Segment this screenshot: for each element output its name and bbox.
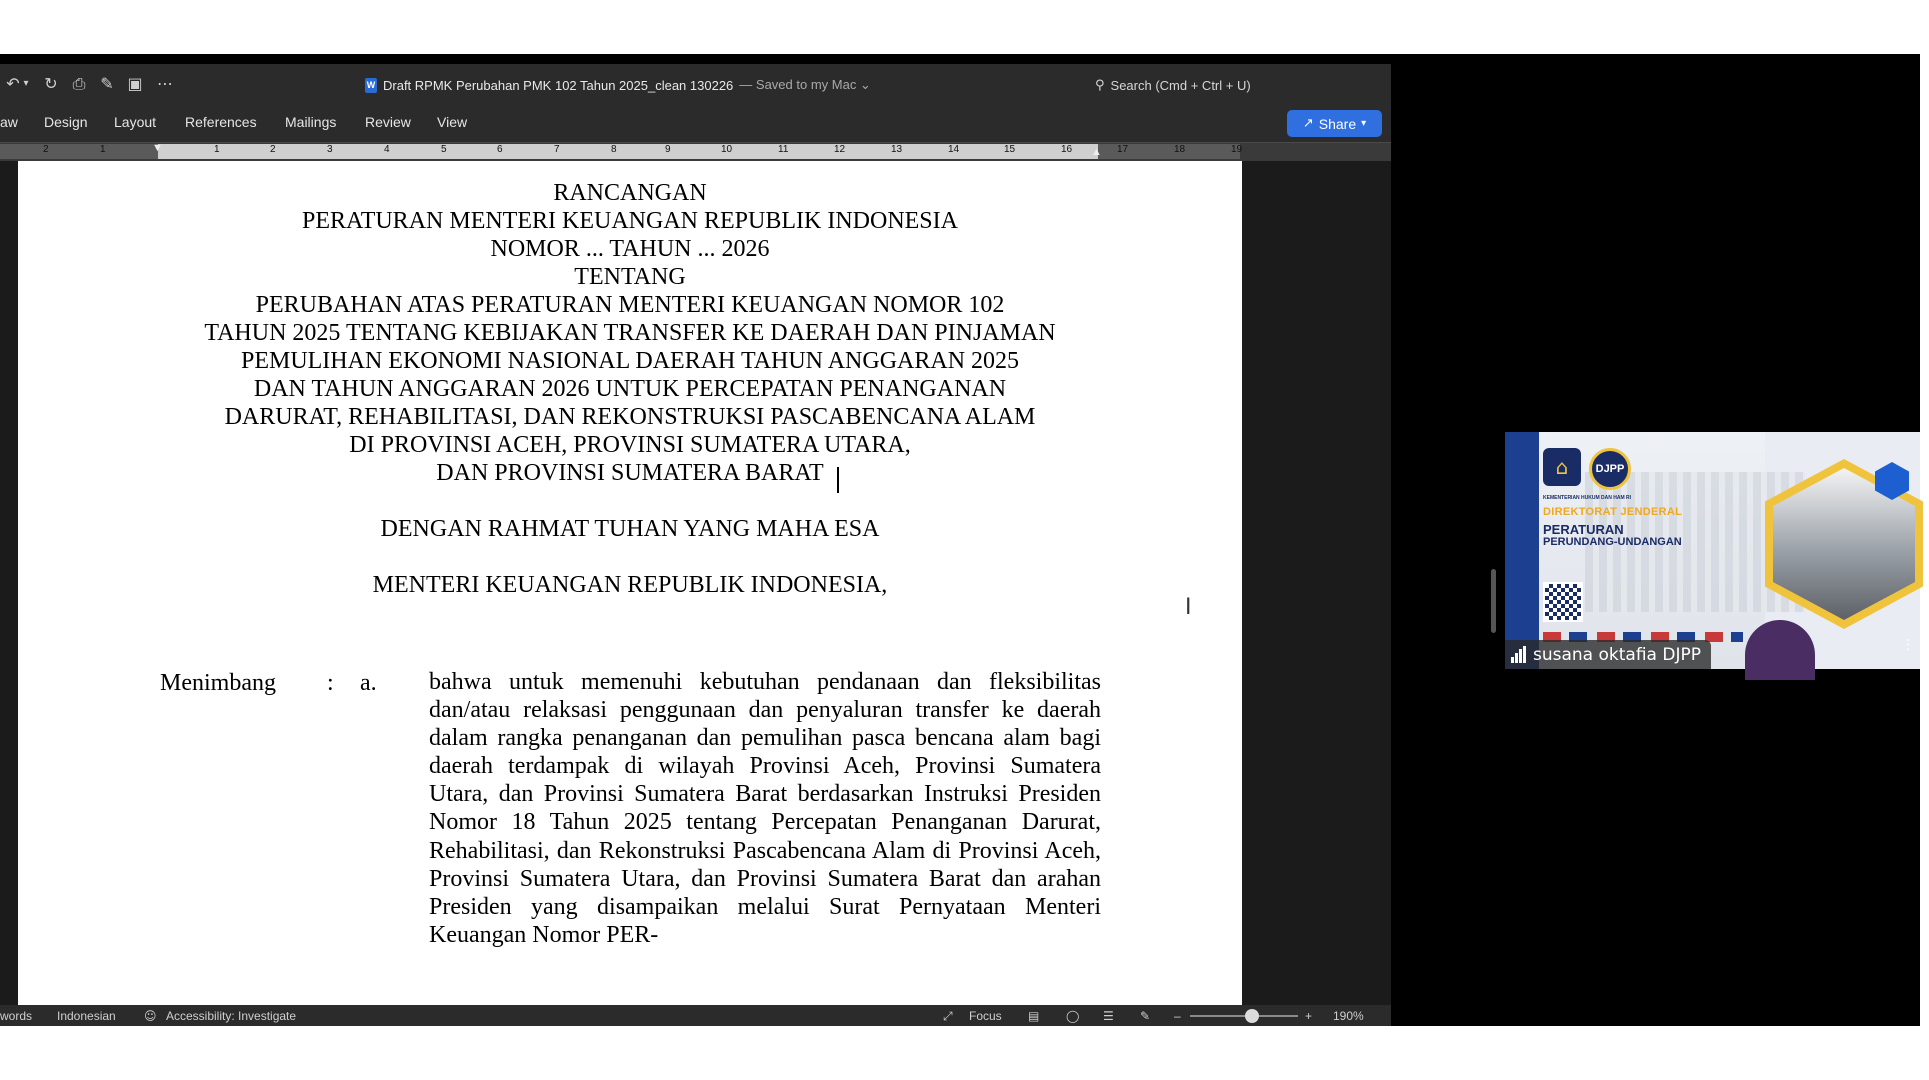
ruler-number: 1 [214, 144, 220, 155]
status-bar [0, 1005, 1391, 1026]
word-count[interactable]: words [0, 1009, 33, 1023]
save-icon[interactable]: ▣ [127, 74, 143, 93]
accessibility-icon: ☺ [144, 1009, 157, 1023]
horizontal-ruler[interactable] [0, 142, 1391, 161]
indent-marker-icon[interactable]: ▼ [152, 142, 163, 154]
participant-video-tile[interactable] [1505, 432, 1929, 669]
ruler-number: 11 [778, 144, 789, 155]
heading-line: DAN PROVINSI SUMATERA BARAT [436, 460, 824, 486]
ruler-number: 15 [1004, 144, 1016, 155]
minister-line: MENTERI KEUANGAN REPUBLIK INDONESIA, [372, 572, 888, 598]
menimbang-item-letter: a. [360, 670, 377, 696]
ruler-number: 2 [43, 144, 49, 155]
document-title-area[interactable] [365, 76, 871, 94]
options-grid-icon[interactable]: ⋮⋮ [1901, 637, 1929, 653]
search-label: Search (Cmd + Ctrl + U) [1110, 77, 1251, 93]
invocation-line: DENGAN RAHMAT TUHAN YANG MAHA ESA [380, 516, 880, 542]
save-status[interactable]: — Saved to my Mac ⌄ [739, 77, 871, 92]
banner-title-line1: PERATURAN [1543, 522, 1624, 537]
edit-document-icon[interactable]: ✎ [100, 74, 114, 93]
menimbang-colon: : [327, 670, 334, 696]
ruler-number: 9 [665, 144, 671, 155]
qr-code-icon [1543, 582, 1583, 622]
ruler-number: 6 [497, 144, 503, 155]
draft-view-icon[interactable]: ✎ [1140, 1009, 1151, 1023]
tab-mailings[interactable]: Mailings [285, 114, 337, 130]
heading-line: PEMULIHAN EKONOMI NASIONAL DAERAH TAHUN ANGGARAN 2025 [240, 348, 1020, 374]
tab-review[interactable]: Review [365, 114, 411, 130]
zoom-level[interactable]: 190% [1333, 1009, 1364, 1023]
ruler-number: 5 [441, 144, 447, 155]
print-layout-icon[interactable]: ▤ [1028, 1009, 1040, 1023]
screen-share-area [0, 54, 1929, 1026]
ruler-number: 18 [1174, 144, 1186, 155]
heading-line: PERUBAHAN ATAS PERATURAN MENTERI KEUANGAN NOMOR 102 [255, 292, 1005, 318]
word-window [0, 64, 1391, 1026]
heading-line: DI PROVINSI ACEH, PROVINSI SUMATERA UTARA, [349, 432, 911, 458]
tab-references[interactable]: References [185, 114, 257, 130]
outline-view-icon[interactable]: ☰ [1103, 1009, 1114, 1023]
search-box[interactable] [1095, 75, 1251, 95]
heading-line: TAHUN 2025 TENTANG KEBIJAKAN TRANSFER KE DAERAH DAN PINJAMAN [204, 320, 1056, 346]
ruler-number: 7 [554, 144, 560, 155]
banner-title-line2: PERUNDANG-UNDANGAN [1543, 536, 1682, 548]
accessibility-status[interactable]: Accessibility: Investigate [166, 1009, 297, 1023]
heading-line: PERATURAN MENTERI KEUANGAN REPUBLIK INDONESIA [302, 208, 958, 234]
focus-icon: ⤢ [943, 1009, 953, 1023]
ruler-number: 1 [100, 144, 106, 155]
undo-icon[interactable]: ↶ [6, 74, 20, 93]
signal-strength-icon [1511, 647, 1527, 663]
ruler-number: 2 [270, 144, 276, 155]
tab-view[interactable]: View [437, 114, 468, 130]
ruler-number: 10 [721, 144, 733, 155]
undo-dropdown-icon[interactable]: ▾ [23, 78, 29, 89]
zoom-out-icon[interactable]: – [1174, 1009, 1181, 1023]
text-cursor [837, 467, 839, 493]
ministry-logo-icon: ⌂ [1543, 448, 1581, 486]
share-button[interactable] [1287, 110, 1382, 137]
ruler-number: 8 [611, 144, 617, 155]
share-icon: ↗ [1302, 116, 1314, 131]
ruler-number: 13 [891, 144, 903, 155]
zoom-slider[interactable] [1190, 1015, 1298, 1017]
ruler-number: 16 [1061, 144, 1073, 155]
focus-button[interactable]: Focus [969, 1009, 1002, 1023]
ministry-text: KEMENTERIAN HUKUM DAN HAM RI [1543, 495, 1632, 501]
ruler-number: 12 [834, 144, 846, 155]
document-page[interactable] [18, 161, 1242, 1021]
zoom-slider-handle[interactable] [1245, 1009, 1259, 1023]
panel-resize-handle[interactable] [1491, 569, 1496, 633]
ruler-number: 19 [1231, 144, 1243, 155]
zoom-in-icon[interactable]: + [1305, 1009, 1313, 1023]
heading-line: TENTANG [574, 264, 686, 290]
print-icon[interactable]: ⎙ [72, 74, 86, 93]
document-title: Draft RPMK Perubahan PMK 102 Tahun 2025_clean 130226 [383, 77, 734, 93]
ruler-number: 3 [327, 144, 333, 155]
heading-line: DAN TAHUN ANGGARAN 2026 UNTUK PERCEPATAN PENANGANAN [253, 376, 1007, 402]
participant-avatar [1745, 620, 1815, 680]
menimbang-label: Menimbang [160, 670, 276, 696]
chevron-down-icon: ▾ [1361, 118, 1367, 129]
heading-line: RANCANGAN [553, 180, 707, 206]
tab-draw[interactable]: aw [0, 114, 18, 130]
web-layout-icon[interactable]: ◯ [1066, 1009, 1080, 1023]
directorate-text: DIREKTORAT JENDERAL [1543, 506, 1683, 518]
ibeam-cursor-icon: I [1185, 595, 1192, 620]
ruler-number: 17 [1117, 144, 1129, 155]
heading-line: DARURAT, REHABILITASI, DAN REKONSTRUKSI PASCABENCANA ALAM [224, 404, 1036, 430]
participant-name: susana oktafia DJPP [1533, 644, 1701, 665]
tab-layout[interactable]: Layout [114, 114, 157, 130]
heading-line: NOMOR ... TAHUN ... 2026 [490, 236, 770, 262]
banner-stripe [1505, 432, 1539, 669]
participant-name-bar [1505, 640, 1711, 669]
share-label: Share [1318, 115, 1357, 132]
tab-design[interactable]: Design [44, 114, 88, 130]
djpp-logo: DJPP [1589, 448, 1631, 490]
redo-icon[interactable]: ↻ [44, 74, 58, 93]
language-indicator[interactable]: Indonesian [57, 1009, 116, 1023]
ruler-number: 14 [948, 144, 960, 155]
right-indent-marker-icon[interactable]: ▲ [1091, 146, 1102, 158]
search-icon: ⚲ [1095, 77, 1105, 93]
document-canvas[interactable] [0, 161, 1391, 1005]
word-document-icon: W [365, 78, 377, 93]
ribbon-tabs [0, 106, 1391, 142]
menimbang-item-text: bahwa untuk memenuhi kebutuhan pendanaan dan fleksibilitas dan/atau relaksasi penggunaan dan penyaluran transfer ke daerah dalam rangka penanganan dan pemulihan pasca bencana alam bagi daerah terdampak di wilayah Provinsi Aceh, Provinsi Sumatera Utara, dan Provinsi Sumatera Barat berdasarkan Instruksi Presiden Nomor 18 Tahun 2025 tentang Percepatan Penanganan Darurat, Rehabilitasi, dan Rekonstruksi Pascabencana Alam di Provinsi Aceh, Provinsi Sumatera Utara, dan Provinsi Sumatera Barat dan arahan Presiden yang disampaikan melalui Surat Pernyataan Menteri Keuangan Nomor PER- [429, 669, 1101, 948]
more-options-icon[interactable]: ⋯ [157, 74, 173, 93]
ruler-number: 4 [384, 144, 390, 155]
title-bar [0, 64, 1391, 106]
